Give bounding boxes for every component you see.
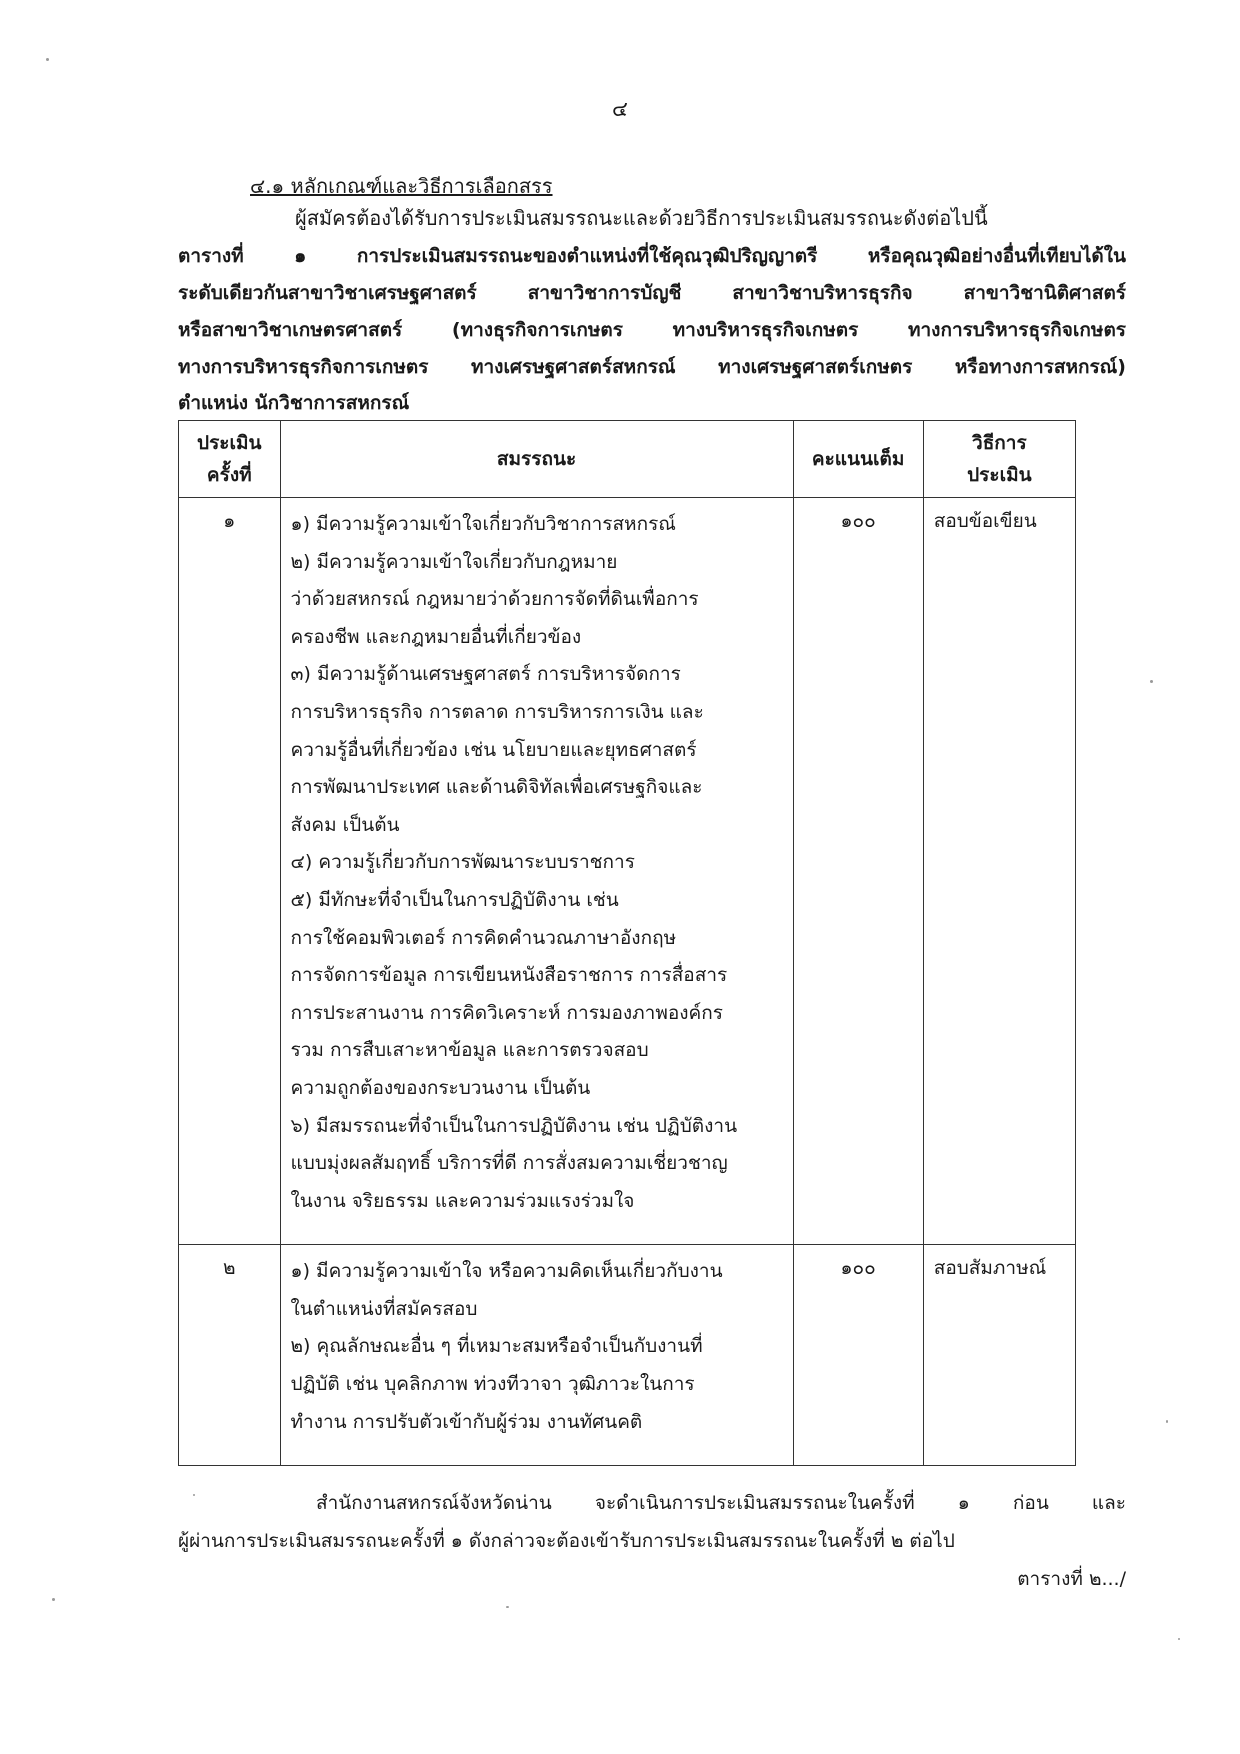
table-row <box>179 1245 1076 1466</box>
competency-line: ๒) คุณลักษณะอื่น ๆ ที่เหมาะสมหรือจำเป็นกับงานที่ <box>290 1335 703 1358</box>
competency-line: ปฏิบัติ เช่น บุคลิกภาพ ท่วงทีวาจา วุฒิภาวะในการ <box>290 1373 695 1396</box>
competency-line: การใช้คอมพิวเตอร์ การคิดคำนวณภาษาอังกฤษ <box>290 926 677 949</box>
competency-line: การพัฒนาประเทศ และด้านดิจิทัลเพื่อเศรษฐกิจและ <box>290 776 703 799</box>
table-caption <box>178 238 1126 386</box>
table-row <box>179 498 1076 1245</box>
round-cell: ๑ <box>179 498 281 1245</box>
scan-speck <box>506 1606 509 1608</box>
header-round <box>179 421 281 498</box>
round-cell: ๒ <box>179 1245 281 1466</box>
competency-line: ว่าด้วยสหกรณ์ กฎหมายว่าด้วยการจัดที่ดินเพื่อการ <box>290 588 699 611</box>
competency-line: ๒) มีความรู้ความเข้าใจเกี่ยวกับกฎหมาย <box>290 550 618 573</box>
scan-speck <box>1150 680 1153 683</box>
header-round-line: ครั้งที่ <box>206 464 252 486</box>
table-caption-line: หรือสาขาวิชาเกษตรศาสตร์ (ทางธุรกิจการเกษตร ทางบริหารธุรกิจเกษตร ทางการบริหารธุรกิจเกษตร <box>178 319 1126 341</box>
method-cell: สอบสัมภาษณ์ <box>923 1245 1075 1466</box>
scan-speck <box>46 58 49 61</box>
competency-line: ๑) มีความรู้ความเข้าใจ หรือความคิดเห็นเกี่ยวกับงาน <box>290 1260 723 1283</box>
table-caption-line: ระดับเดียวกันสาขาวิชาเศรษฐศาสตร์ สาขาวิชาการบัญชี สาขาวิชาบริหารธุรกิจ สาขาวิชานิติศาสตร์ <box>178 282 1126 304</box>
page-number: ๔ <box>612 97 628 121</box>
competency-line: ๓) มีความรู้ด้านเศรษฐศาสตร์ การบริหารจัดการ <box>290 663 681 686</box>
continued-marker: ตารางที่ ๒.../ <box>1017 1568 1126 1590</box>
competency-line: สังคม เป็นต้น <box>290 813 400 836</box>
scan-speck <box>52 1598 55 1601</box>
table-caption-line: ตารางที่ ๑ การประเมินสมรรถนะของตำแหน่งที่ใช้คุณวุฒิปริญญาตรี หรือคุณวุฒิอย่างอื่นที่เทียบได้ใน <box>178 245 1126 267</box>
full-score-cell: ๑๐๐ <box>793 498 923 1245</box>
header-competency: สมรรถนะ <box>280 421 793 498</box>
competency-line: ครองชีพ และกฎหมายอื่นที่เกี่ยวข้อง <box>290 625 582 648</box>
scan-speck <box>193 1494 195 1496</box>
competency-line: ความถูกต้องของกระบวนงาน เป็นต้น <box>290 1076 591 1099</box>
competency-line: ๔) ความรู้เกี่ยวกับการพัฒนาระบบราชการ <box>290 851 635 874</box>
competency-line: รวม การสืบเสาะหาข้อมูล และการตรวจสอบ <box>290 1039 649 1062</box>
competency-cell <box>280 498 793 1245</box>
method-cell: สอบข้อเขียน <box>923 498 1075 1245</box>
competency-line: ๕) มีทักษะที่จำเป็นในการปฏิบัติงาน เช่น <box>290 888 619 911</box>
full-score-cell: ๑๐๐ <box>793 1245 923 1466</box>
competency-line: การประสานงาน การคิดวิเคราะห์ การมองภาพองค์กร <box>290 1001 723 1024</box>
competency-line: แบบมุ่งผลสัมฤทธิ์ บริการที่ดี การสั่งสมความเชี่ยวชาญ <box>290 1152 728 1175</box>
header-round-line: ประเมิน <box>197 432 262 454</box>
header-full-score: คะแนนเต็ม <box>793 421 923 498</box>
competency-line: ๑) มีความรู้ความเข้าใจเกี่ยวกับวิชาการสหกรณ์ <box>290 513 676 535</box>
intro-paragraph: ผู้สมัครต้องได้รับการประเมินสมรรถนะและด้วยวิธีการประเมินสมรรถนะดังต่อไปนี้ <box>295 206 988 230</box>
footer-line: สำนักงานสหกรณ์จังหวัดน่าน จะดำเนินการประเมินสมรรถนะในครั้งที่ ๑ ก่อน และ <box>316 1492 1126 1514</box>
scan-speck <box>1178 1638 1180 1640</box>
footer-line: ผู้ผ่านการประเมินสมรรถนะครั้งที่ ๑ ดังกล่าวจะต้องเข้ารับการประเมินสมรรถนะในครั้งที่ ๒ ต่อไป <box>178 1530 955 1552</box>
competency-line: ๖) มีสมรรถนะที่จำเป็นในการปฏิบัติงาน เช่น ปฏิบัติงาน <box>290 1114 738 1137</box>
competency-line: ความรู้อื่นที่เกี่ยวข้อง เช่น นโยบายและยุทธศาสตร์ <box>290 738 697 761</box>
competency-line: ทำงาน การปรับตัวเข้ากับผู้ร่วม งานทัศนคติ <box>290 1410 643 1433</box>
table-caption-line: ทางการบริหารธุรกิจการเกษตร ทางเศรษฐศาสตร์สหกรณ์ ทางเศรษฐศาสตร์เกษตร หรือทางการสหกรณ์) <box>178 356 1126 378</box>
header-method-line: วิธีการ <box>972 432 1027 454</box>
position-title: ตำแหน่ง นักวิชาการสหกรณ์ <box>178 392 410 414</box>
competency-cell <box>280 1245 793 1466</box>
header-method-line: ประเมิน <box>967 464 1032 486</box>
competency-line: การบริหารธุรกิจ การตลาด การบริหารการเงิน และ <box>290 700 704 723</box>
competency-line: ในงาน จริยธรรม และความร่วมแรงร่วมใจ <box>290 1189 635 1212</box>
competency-line: ในตำแหน่งที่สมัครสอบ <box>290 1297 478 1320</box>
table-header-row <box>179 421 1076 498</box>
section-heading: ๔.๑ หลักเกณฑ์และวิธีการเลือกสรร <box>250 174 553 198</box>
scan-speck <box>1166 1420 1168 1423</box>
competency-table <box>178 420 1076 1466</box>
competency-line: การจัดการข้อมูล การเขียนหนังสือราชการ การสื่อสาร <box>290 964 728 987</box>
footer-paragraph <box>178 1484 1126 1560</box>
header-method <box>923 421 1075 498</box>
